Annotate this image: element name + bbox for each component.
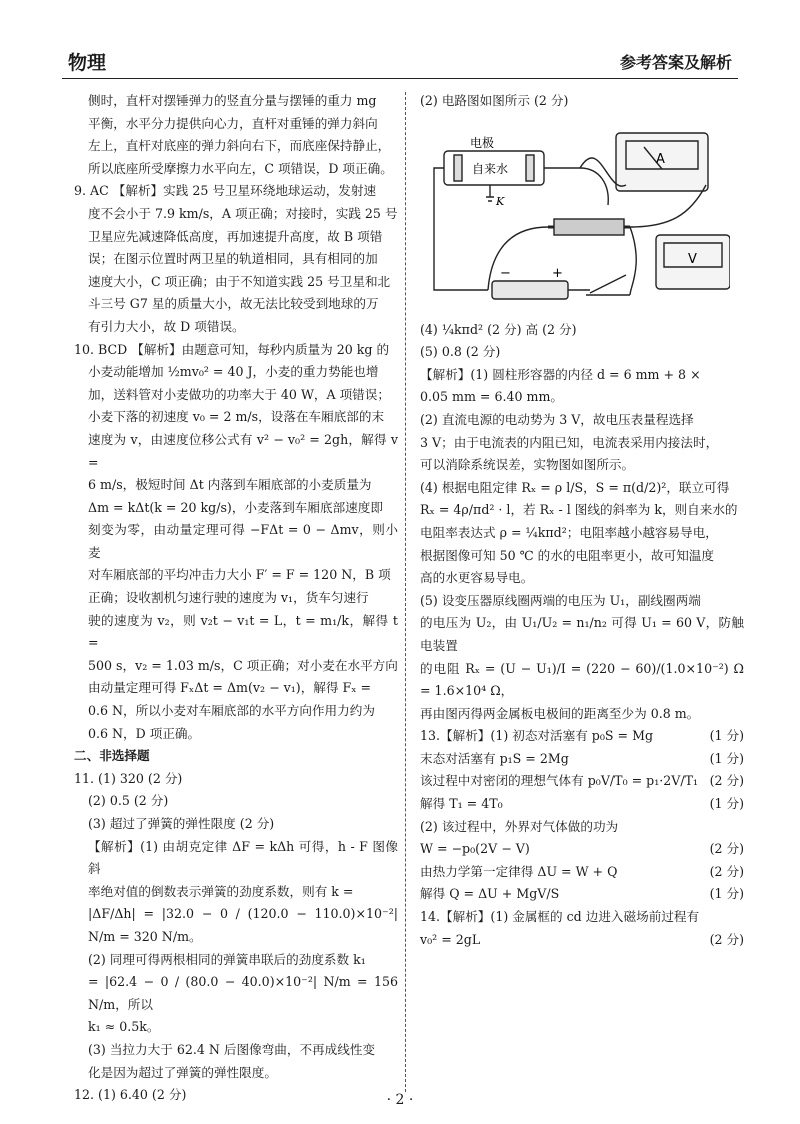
line-text: 末态对活塞有 p₁S = 2Mg: [420, 750, 569, 766]
text-line: 速度为 v，由速度位移公式有 v² − v₀² = 2gh，解得 v =: [88, 431, 398, 470]
text-line: (3) 超过了弹簧的弹性限度 (2 分): [88, 816, 275, 831]
tapwater-label: 自来水: [472, 161, 509, 176]
text-line: (2) 电路图如图所示 (2 分): [420, 93, 569, 108]
text-line: 速度大小，C 项正确；由于不知道实践 25 号卫星和北: [88, 273, 391, 289]
text-line: Δm = kΔt(k = 20 kg/s)，小麦落到车厢底部速度即: [88, 499, 383, 515]
text-line: (3) 当拉力大于 62.4 N 后图像弯曲，不再成线性变: [88, 1041, 376, 1057]
text-line: (5) 0.8 (2 分): [420, 344, 501, 360]
text-line: 3 V；由于电流表的内阻已知，电流表采用内接法时，: [420, 434, 719, 450]
text-line: 由动量定理可得 FₓΔt = Δm(v₂ − v₁)，解得 Fₓ =: [88, 680, 372, 696]
line-text: v₀² = 2gL: [420, 931, 481, 947]
text-line: 驶的速度为 v₂，则 v₂t − v₁t = L，t = m₁/k，解得 t =: [88, 612, 398, 651]
subject-label: 物理: [68, 52, 107, 74]
score-label: (2 分): [709, 931, 744, 947]
scored-line: [420, 770, 744, 793]
text-line: 左上，直杆对底座的弹力斜向右下，而底座保持静止，: [88, 138, 391, 154]
section-heading: 二、非选择题: [74, 748, 150, 764]
text-line: 卫星应先减速降低高度，再加速提升高度，故 B 项错: [88, 228, 383, 244]
text-line: (2) 该过程中，外界对气体做的功为: [420, 818, 619, 834]
text-line: 高的水更容易导电。: [420, 570, 534, 586]
text-line: 12. (1) 6.40 (2 分): [74, 1087, 187, 1103]
scored-line: [420, 883, 744, 906]
electrode-label: 电极: [470, 135, 495, 150]
text-line: 0.6 N，所以小麦对车厢底部的水平方向作用力约为: [88, 703, 375, 719]
score-label: (2 分): [709, 863, 744, 879]
text-line: 所以底座所受摩擦力水平向左，C 项错误，D 项正确。: [88, 160, 393, 176]
plus-label: +: [552, 265, 563, 281]
line-text: 解得 Q = ΔU + MgV/S: [420, 886, 560, 902]
score-label: (1 分): [709, 796, 744, 812]
text-line: 【解析】(1) 由胡克定律 ΔF = kΔh 可得，h - F 图像斜: [88, 838, 398, 877]
line-text: W = −p₀(2V − V): [420, 841, 530, 857]
switch-label: K: [496, 194, 505, 208]
line-text: 该过程中对密闭的理想气体有 p₀V/T₀ = p₁·2V/T₁: [420, 773, 699, 789]
text-line: Rₓ = 4ρ/πd² · l，若 Rₓ - l 图线的斜率为 k，则自来水的: [420, 502, 738, 518]
text-line: 斗三号 G7 星的质量大小，故无法比较受到地球的万: [88, 296, 379, 312]
left-column: [74, 90, 398, 1107]
scored-line: [420, 748, 744, 771]
scored-line: [420, 838, 744, 861]
ammeter-label: A: [656, 151, 665, 167]
text-line: 500 s，v₂ = 1.03 m/s，C 项正确；对小麦在水平方向: [88, 657, 398, 673]
column-divider: [405, 92, 406, 1092]
text-line: 小麦动能增加 ½mv₀² = 40 J，小麦的重力势能也增: [88, 364, 379, 380]
text-line: 根据图像可知 50 ℃ 的水的电阻率更小，故可知温度: [420, 547, 714, 563]
score-label: (2 分): [709, 773, 744, 789]
text-line: 率绝对值的倒数表示弹簧的劲度系数，则有 k =: [88, 883, 354, 899]
text-line: 误；在图示位置时两卫星的轨道相同，具有相同的加: [88, 251, 378, 267]
right-column: [420, 90, 744, 951]
text-line: 的电阻 Rₓ = (U − U₁)/I = (220 − 60)/(1.0×10⁻²) Ω = 1.6×10⁴ Ω，: [420, 660, 744, 699]
text-line: (4) ¼kπd² (2 分) 高 (2 分): [420, 321, 577, 337]
page-number: · 2 ·: [386, 1092, 414, 1108]
text-line: k₁ ≈ 0.5k。: [88, 1019, 160, 1035]
text-line: |ΔF/Δh| = |32.0 − 0 / (120.0 − 110.0)×10⁻²| N/m = 320 N/m。: [88, 906, 398, 944]
text-line: (2) 同理可得两根相同的弹簧串联后的劲度系数 k₁: [88, 951, 366, 967]
text-line: (4) 根据电阻定律 Rₓ = ρ l/S，S = π(d/2)²，联立可得: [420, 479, 730, 495]
text-line: 正确；设收割机匀速行驶的速度为 v₁，货车匀速行: [88, 590, 369, 606]
text-line: (2) 直流电源的电动势为 3 V，故电压表量程选择: [420, 411, 694, 427]
score-label: (1 分): [709, 750, 744, 766]
text-line: 14.【解析】(1) 金属框的 cd 边进入磁场前过程有: [420, 909, 700, 925]
text-line: 电阻率表达式 ρ = ¼kπd²；电阻率越小越容易导电，: [420, 524, 718, 540]
scored-line: [420, 793, 744, 816]
text-line: 侧时，直杆对摆锤弹力的竖直分量与摆锤的重力 mg: [88, 93, 377, 108]
header-title: 参考答案及解析: [619, 53, 732, 72]
scored-line: [420, 929, 744, 952]
text-line: 的电压为 U₂，由 U₁/U₂ = n₁/n₂ 可得 U₁ = 60 V，防触电装置: [420, 615, 744, 653]
text-line: 对车厢底部的平均冲击力大小 F′ = F = 120 N，B 项: [88, 567, 391, 583]
scored-line: [420, 861, 744, 884]
page-header: [62, 44, 738, 79]
line-text: 由热力学第一定律得 ΔU = W + Q: [420, 863, 618, 879]
scored-line: [420, 725, 744, 748]
text-line: 9. AC 【解析】实践 25 号卫星环绕地球运动，发射速: [74, 183, 377, 199]
minus-label: −: [500, 265, 511, 281]
text-line: 加，送料管对小麦做功的功率大于 40 W，A 项错误；: [88, 386, 390, 402]
text-line: 刻变为零，由动量定理可得 −FΔt = 0 − Δmv，则小麦: [88, 522, 398, 560]
text-line: 可以消除系统误差，实物图如图所示。: [420, 457, 635, 473]
text-line: 6 m/s，极短时间 Δt 内落到车厢底部的小麦质量为: [88, 477, 372, 493]
score-label: (1 分): [709, 886, 744, 902]
text-line: 度不会小于 7.9 km/s，A 项正确；对接时，实践 25 号: [88, 205, 398, 221]
text-line: = |62.4 − 0 / (80.0 − 40.0)×10⁻²| N/m = 156 N/m，所以: [88, 974, 398, 1012]
text-line: 0.6 N，D 项正确。: [88, 725, 201, 741]
text-line: (2) 0.5 (2 分): [88, 793, 169, 809]
text-line: 再由图丙得两金属板电极间的距离至少为 0.8 m。: [420, 705, 700, 721]
text-line: 化是因为超过了弹簧的弹性限度。: [88, 1064, 277, 1080]
line-text: 13.【解析】(1) 初态对活塞有 p₀S = Mg: [420, 728, 654, 744]
text-line: 平衡，水平分力提供向心力，直杆对重锤的弹力斜向: [88, 115, 378, 131]
text-line: 【解析】(1) 圆柱形容器的内径 d = 6 mm + 8 ×: [420, 366, 701, 382]
text-line: 0.05 mm = 6.40 mm。: [420, 389, 564, 405]
score-label: (1 分): [709, 728, 744, 744]
circuit-diagram: [430, 115, 730, 315]
voltmeter-label: V: [688, 251, 697, 267]
text-line: (5) 设变压器原线圈两端的电压为 U₁，副线圈两端: [420, 592, 701, 608]
text-line: 小麦下落的初速度 v₀ = 2 m/s，设落在车厢底部的末: [88, 409, 385, 425]
text-line: 11. (1) 320 (2 分): [74, 770, 183, 786]
text-line: 10. BCD 【解析】由题意可知，每秒内质量为 20 kg 的: [74, 341, 390, 357]
score-label: (2 分): [709, 841, 744, 857]
text-line: 有引力大小，故 D 项错误。: [88, 318, 245, 334]
line-text: 解得 T₁ = 4T₀: [420, 796, 503, 812]
